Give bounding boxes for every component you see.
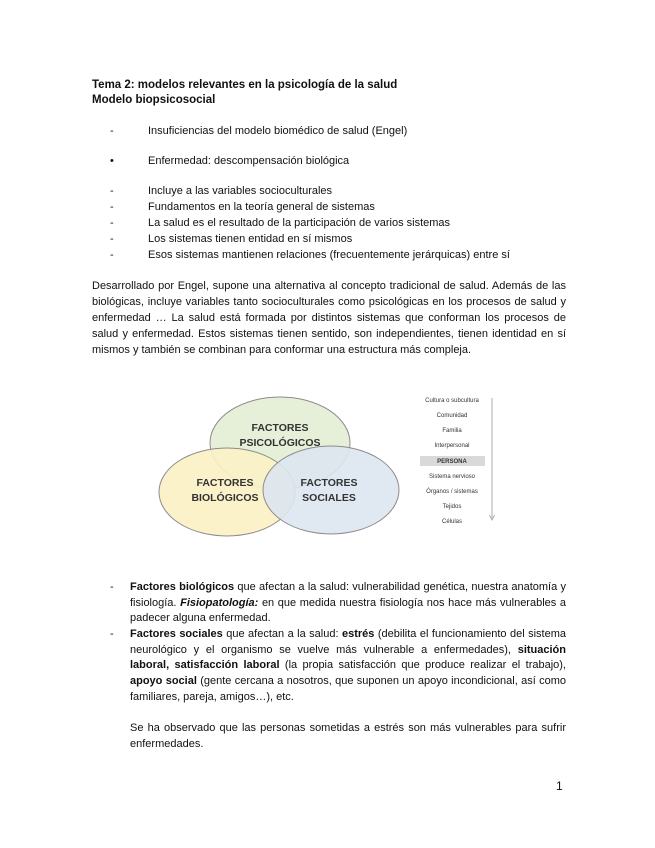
- hierarchy-level: Tejidos: [442, 504, 462, 510]
- hierarchy-level: Familia: [442, 428, 462, 434]
- venn-circle-social: [263, 446, 399, 534]
- biological-factors-item: - Factores biológicos que afectan a la salud: vulnerabilidad genética, nuestra anatomía y fisiología. Fisiopatología: en que medida nuestra fisiología nos hace más vulnerables a padecer alguna enfermedad.: [110, 581, 567, 625]
- hierarchy-level: Células: [441, 519, 463, 525]
- topic-title: Tema 2: modelos relevantes en la psicología de la salud: [92, 79, 398, 91]
- section-title: Modelo biopsicosocial: [92, 94, 216, 106]
- social-factors-item: - Factores sociales que afectan a la salud: estrés (debilita el funcionamiento del sistema neurológico y el organismo se vuelve más vulnerable a enfermedades), situación laboral, satisfacción laboral (la propia satisfacción que produce realizar el trabajo), apoyo social (gente cercana a nosotros, que suponen un apoyo incondicional, así como familiares, pareja, amigos…), etc.: [110, 628, 566, 703]
- hierarchy-level-persona: PERSONA: [437, 459, 467, 465]
- page-number: 1: [556, 779, 563, 793]
- venn-label-right-2: SOCIALES: [302, 492, 356, 504]
- hierarchy-level: Órganos / sistemas: [426, 489, 478, 495]
- venn-label-left-2: BIOLÓGICOS: [191, 492, 259, 504]
- venn-label-right-1: FACTORES: [300, 477, 358, 489]
- venn-label-top-2: PSICOLÓGICOS: [239, 437, 321, 449]
- hierarchy-level: Comunidad: [436, 413, 468, 419]
- venn-label-top-1: FACTORES: [251, 422, 309, 434]
- hierarchy-level: Sistema nervioso: [428, 474, 476, 480]
- venn-label-left-1: FACTORES: [196, 477, 254, 489]
- biopsychosocial-venn-diagram: [155, 395, 435, 540]
- closing-paragraph: Se ha observado que las personas sometidas a estrés son más vulnerables para sufrir enfermedades.: [130, 722, 566, 750]
- intro-paragraph: Desarrollado por Engel, supone una alternativa al concepto tradicional de salud. Además de las biológicas, incluye variables tanto socioculturales como psicológicas en los procesos de salud y enfermedad … La salud está formada por distintos sistemas que conforman los procesos de salud y enfermedad. Estos sistemas tienen sentido, son independientes, tienen identidad en sí mismos y también se combinan para conformar una estructura más compleja.: [92, 280, 566, 356]
- hierarchy-level: Interpersonal: [434, 443, 470, 449]
- hierarchy-level: Cultura o subcultura: [425, 398, 479, 404]
- systems-hierarchy-figure: [415, 392, 505, 532]
- document-page: Tema 2: modelos relevantes en la psicología de la salud Modelo biopsicosocial - Insuficiencias del modelo biomédico de salud (Engel) • Enfermedad: descompensación biológica - Incluye a las variables socioculturales - Fundamentos en la teoría general de sistemas - La salud es el resultado de la participación de varios sistemas - Los sistemas tienen entidad en sí mismos - Esos sistemas mantienen relaciones (frecuentemente jerárquicas) entre sí Desarrollado por Engel, supone una alternativa al concepto tradicional de salud. Además de las biológicas, incluye variables tanto socioculturales como psicológicas en los procesos de salud y enfermedad … La salud está formada por distintos sistemas que conforman los procesos de salud y enfermedad. Estos sistemas tienen sentido, son independientes, tienen identidad en sí mismos y también se combinan para conformar una estructura más compleja. FACTORES PSICOLÓGICOS FACTORES BIOLÓGICOS FACTORES SOCIALES Cultura o subcultura Comunidad Familia Interpersonal PERSONA Sistema nervioso Órganos / sistemas Tejidos Células - Factores biológicos que afectan a la salud: vulnerabilidad genética, nuestra anatomía y fisiología. Fisiopatología: en que medida nuestra fisiología nos hace más vulnerables a padecer alguna enfermedad. - Factores sociales que afectan a la salud: estrés (debilita el funcionamiento del sistema neurológico y el organismo se vuelve más vulnerable a enfermedades), situación laboral, satisfacción laboral (la propia satisfacción que produce realizar el trabajo), apoyo social (gente cercana a nosotros, que suponen un apoyo incondicional, así como familiares, pareja, amigos…), etc. Se ha observado que las personas sometidas a estrés son más vulnerables para sufrir enfermedades. 1: [92, 79, 567, 793]
